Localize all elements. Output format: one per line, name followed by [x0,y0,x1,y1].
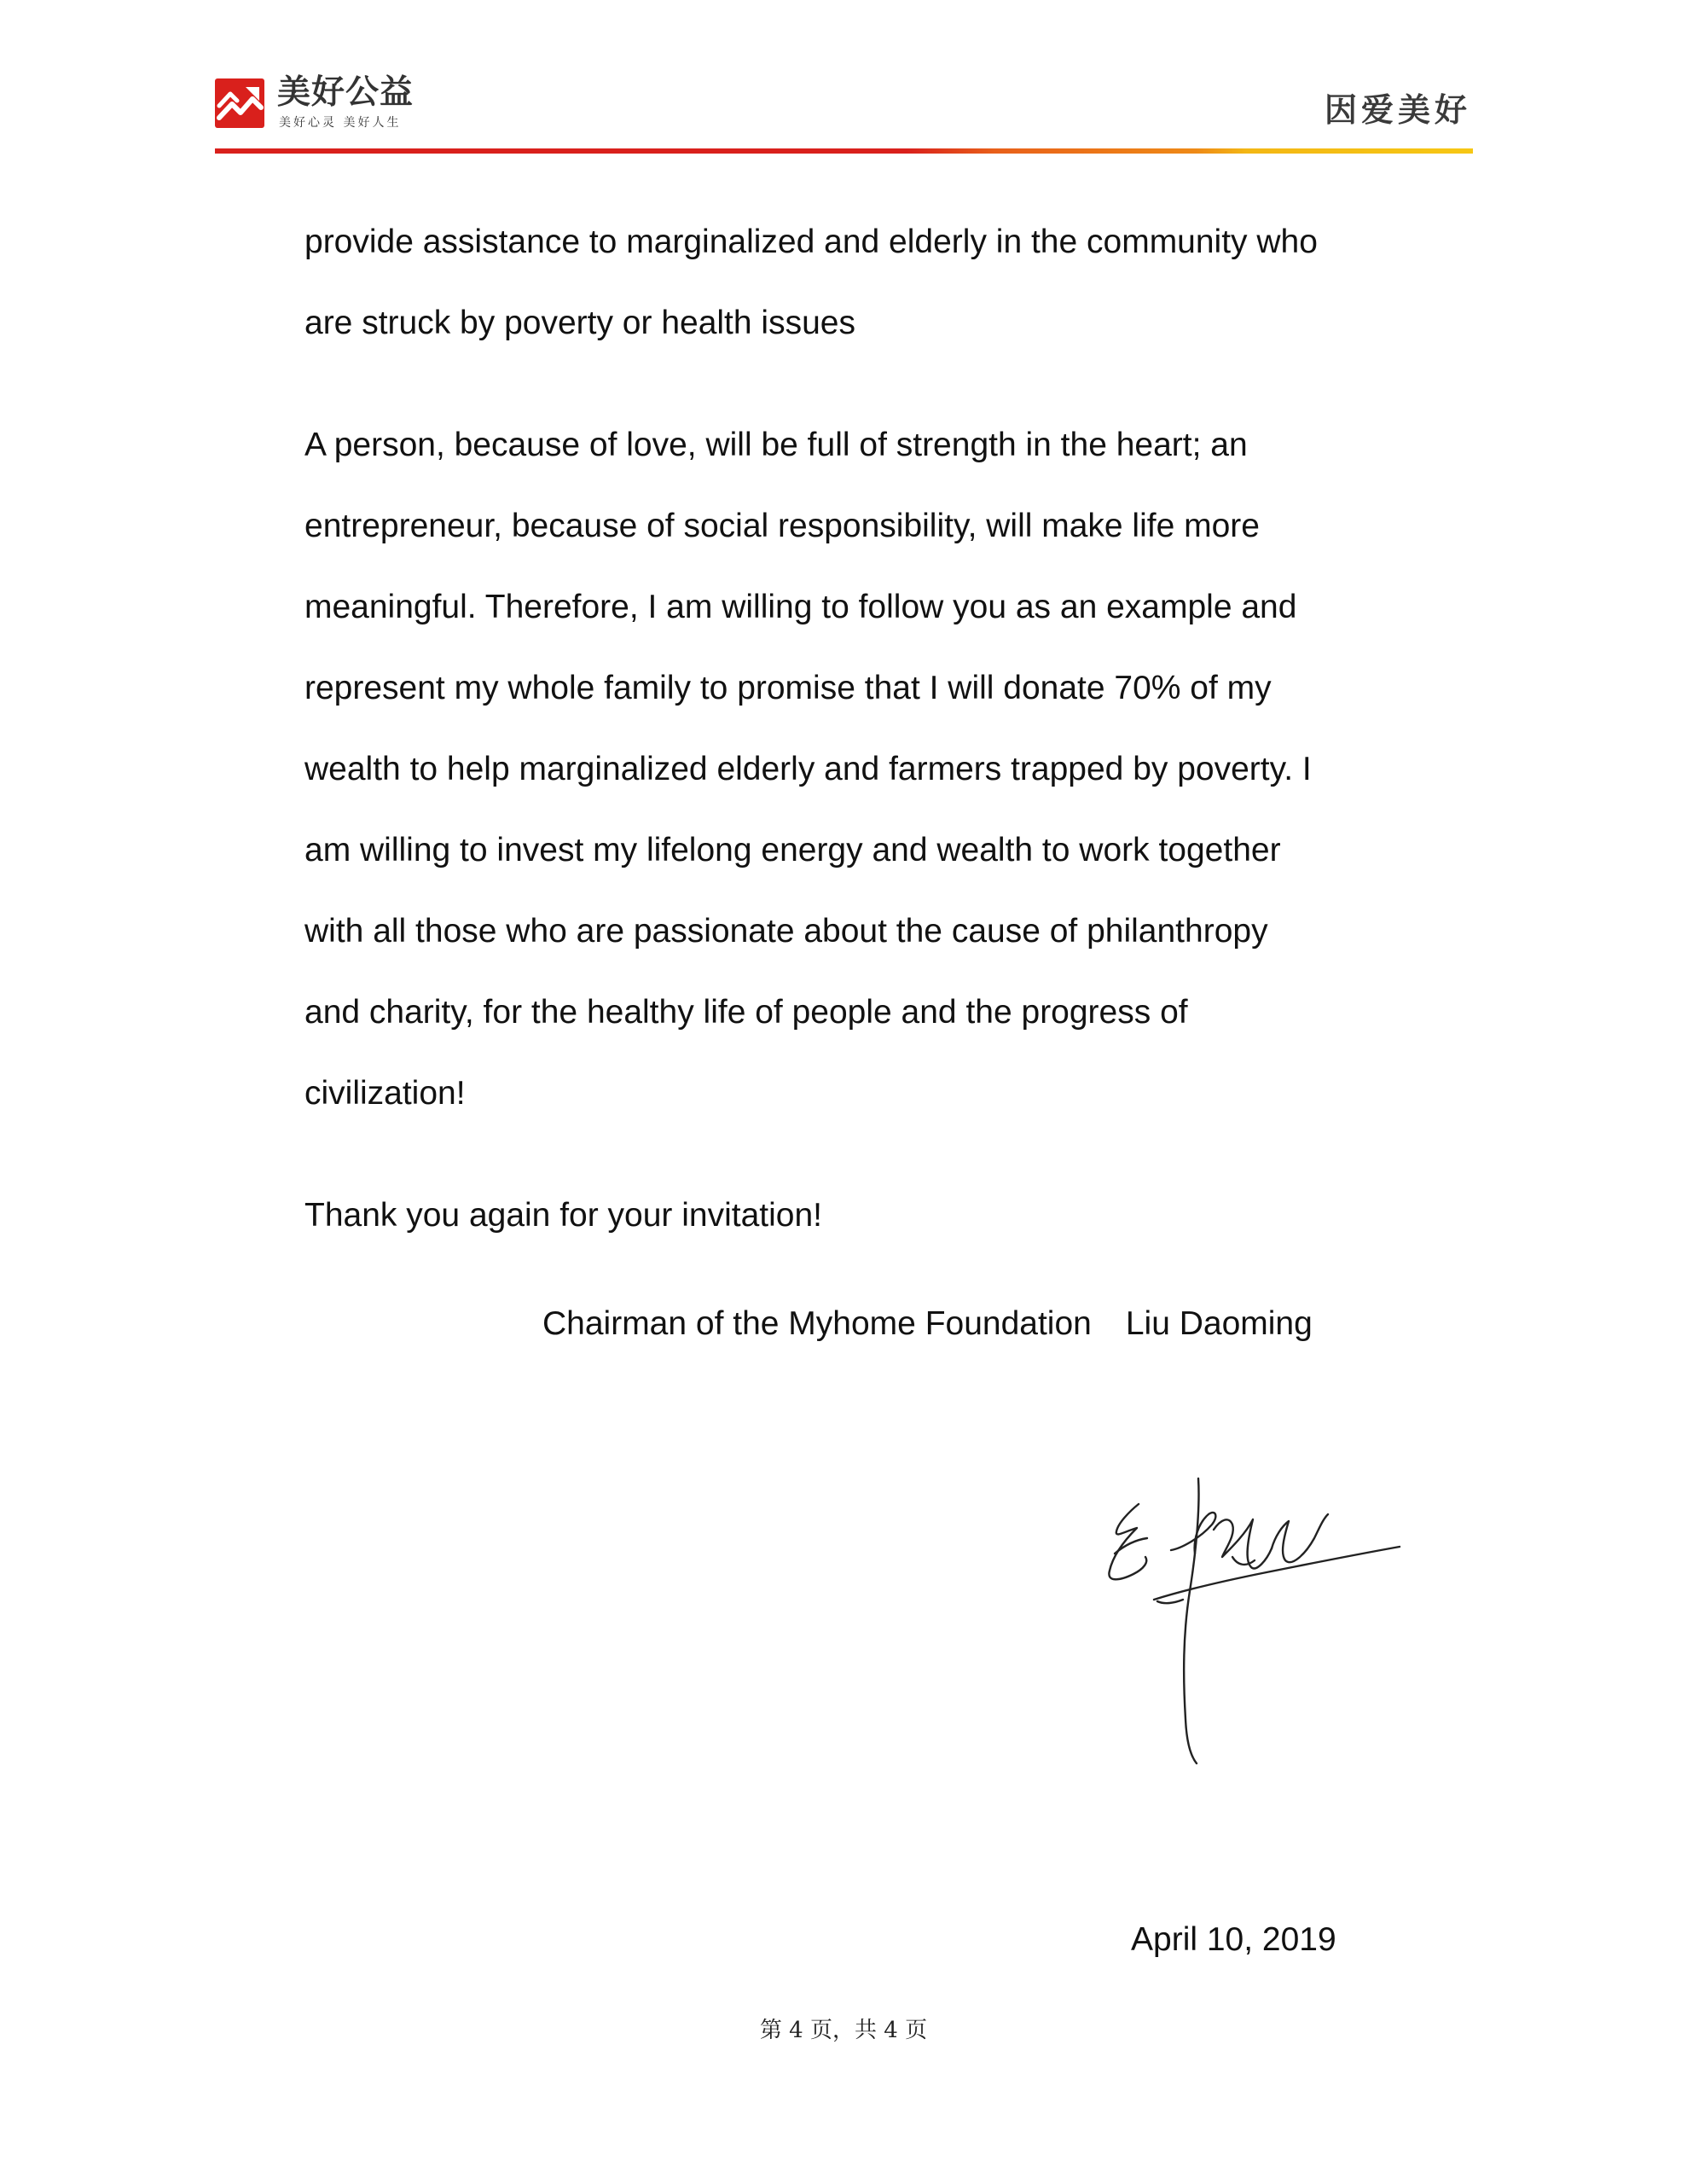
text-line: with all those who are passionate about the cause of philanthropy [304,913,1268,950]
text-line: entrepreneur, because of social responsibility, will make life more [304,508,1260,544]
text-line: Thank you again for your invitation! [304,1197,823,1234]
signatory-title: Chairman of the Myhome Foundation [542,1305,1092,1342]
page-number: 第 4 页，共 4 页 [759,2018,928,2043]
logo-subtitle: 美好心灵 美好人生 [279,116,402,130]
signatory [542,1288,1313,1360]
header-divider [215,148,1473,154]
text-line: meaningful. Therefore, I am willing to follow you as an example and [304,589,1297,625]
paragraph [304,1175,1413,1256]
text-line: civilization! [304,1075,466,1112]
letter-body [304,201,1413,1256]
text-line: and charity, for the healthy life of people and the progress of [304,994,1188,1031]
signatory-name: Liu Daoming [1125,1305,1313,1342]
text-line: wealth to help marginalized elderly and farmers trapped by poverty. I [304,751,1312,787]
text-line: provide assistance to marginalized and elderly in the community who [304,224,1318,260]
paragraph [304,201,1413,363]
letter-date: April 10, 2019 [1131,1921,1336,1958]
myhome-logo-icon [215,78,264,128]
logo-title: 美好公益 [277,73,415,112]
text-line: am willing to invest my lifelong energy and wealth to work together [304,832,1281,868]
text-line: are struck by poverty or health issues [304,305,855,341]
text-line: A person, because of love, will be full of strength in the heart; an [304,427,1248,463]
paragraph [304,404,1413,1134]
letterhead [215,72,1473,157]
handwritten-signature-icon [1104,1472,1403,1766]
text-line: represent my whole family to promise that I will donate 70% of my [304,670,1272,706]
header-slogan: 因爱美好 [1324,91,1471,129]
